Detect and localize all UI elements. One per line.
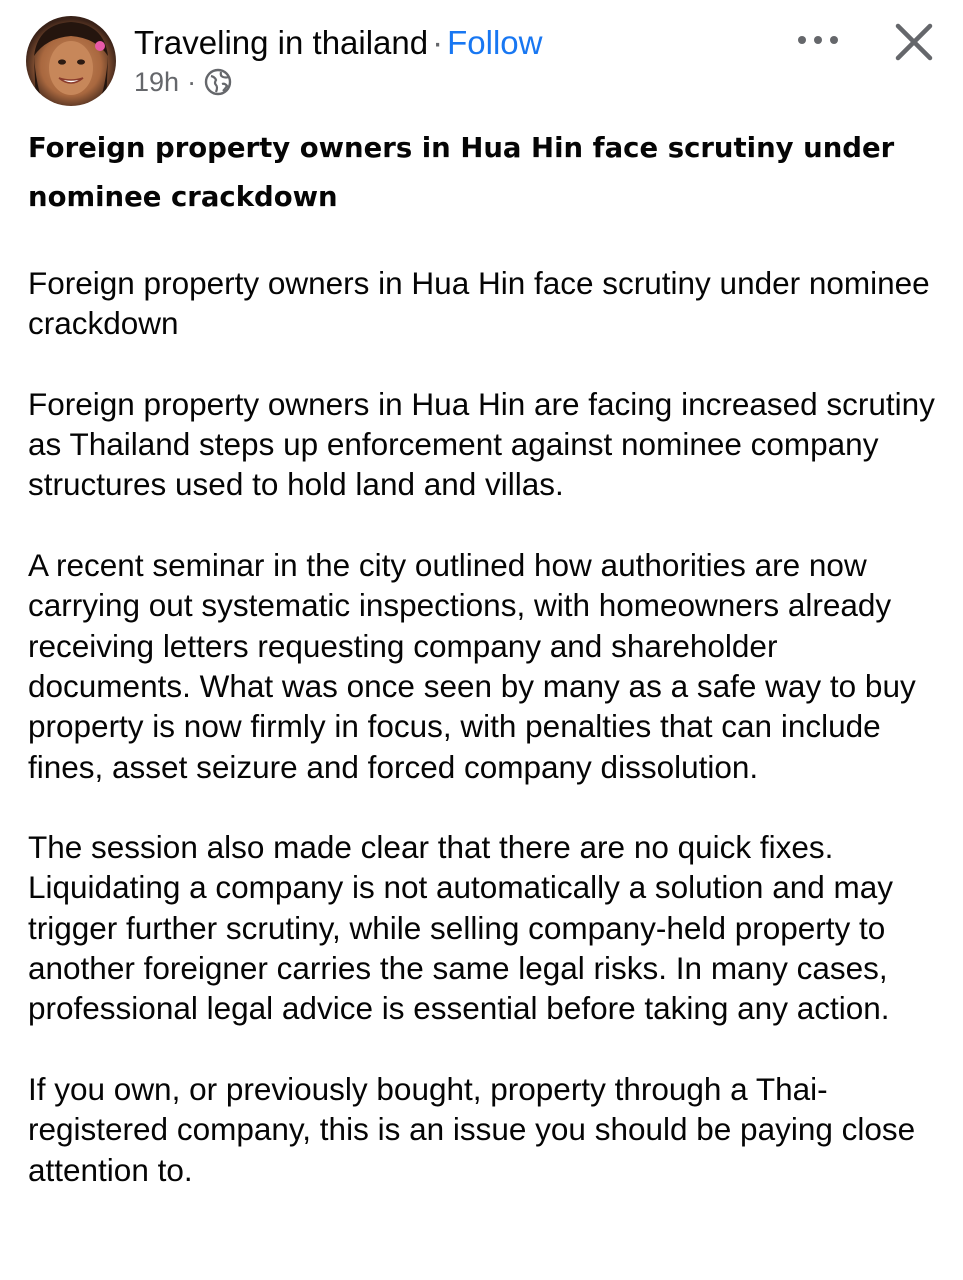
post-body: [28, 263, 943, 1230]
post-meta: [134, 64, 232, 100]
post-paragraph: If you own, or previously bought, property through a Thai-registered company, this is an issue you should be paying close attention to.: [28, 1070, 916, 1188]
post-paragraph: A recent seminar in the city outlined how authorities are now carrying out systematic inspections, with homeowners already receiving letters requesting company and shareholder documents. What was once seen by many as a safe way to buy property is now firmly in focus, with penalties that can include fines, asset seizure and forced company dissolution.: [28, 547, 916, 785]
close-button[interactable]: [890, 18, 938, 66]
follow-button[interactable]: Follow: [447, 24, 543, 61]
close-icon: [890, 18, 938, 66]
more-horizontal-icon: [796, 34, 840, 46]
more-options-button[interactable]: [790, 20, 846, 60]
page-name-line: [134, 22, 542, 64]
post-paragraph: Foreign property owners in Hua Hin face scrutiny under nominee crackdown: [28, 265, 930, 342]
globe-icon: [204, 68, 232, 96]
avatar[interactable]: [26, 16, 116, 106]
post-paragraph: The session also made clear that there are no quick fixes. Liquidating a company is not automatically a solution and may trigger further scrutiny, while selling company-held property to another foreigner carries the same legal risks. In many cases, professional legal advice is essential before taking any action.: [28, 829, 894, 1027]
avatar-image: [26, 16, 116, 106]
post-header: [0, 0, 963, 120]
post-title: Foreign property owners in Hua Hin face scrutiny under nominee crackdown: [28, 132, 895, 213]
post-paragraph: Foreign property owners in Hua Hin are facing increased scrutiny as Thailand steps up enforcement against nominee company structures used to hold land and villas.: [28, 385, 935, 503]
meta-separator: ·: [187, 67, 197, 97]
name-separator: ·: [432, 24, 444, 61]
page-name[interactable]: Traveling in thailand: [134, 24, 429, 61]
timestamp[interactable]: 19h: [134, 67, 180, 97]
